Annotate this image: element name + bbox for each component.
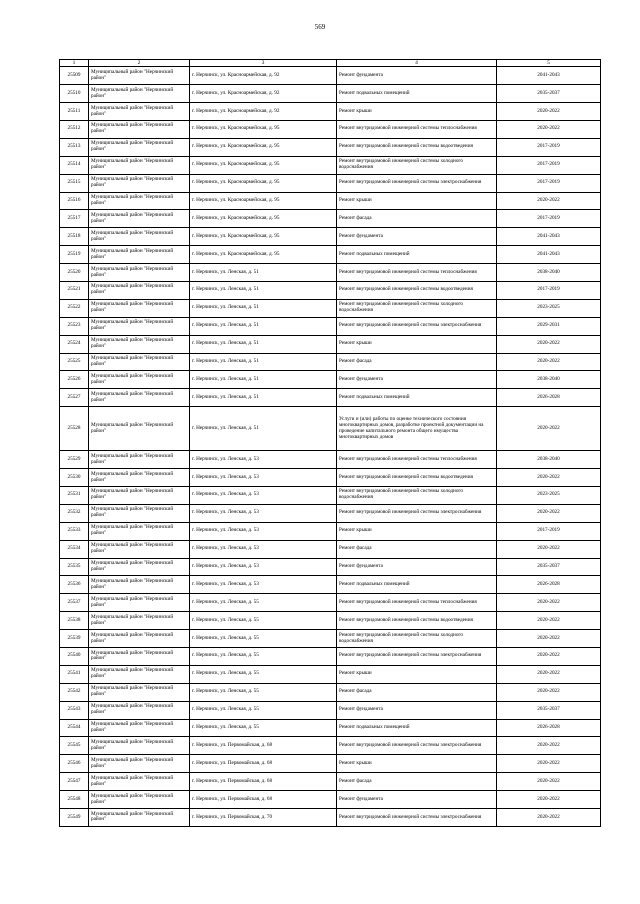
- row-number: 25509: [60, 67, 89, 85]
- period-cell: 2020-2022: [497, 103, 601, 121]
- address-cell: г. Нерчинск, ул. Ленская, д. 55: [190, 683, 337, 701]
- municipality-cell: Муниципальный район "Нерчинский район": [89, 773, 190, 791]
- work-type-cell: Ремонт внутридомовой инженерной системы холодного водоснабжения: [337, 630, 497, 648]
- address-cell: г. Нерчинск, ул. Ленская, д. 51: [190, 264, 337, 282]
- period-cell: 2020-2022: [497, 630, 601, 648]
- municipality-cell: Муниципальный район "Нерчинский район": [89, 138, 190, 156]
- period-cell: 2020-2022: [497, 353, 601, 371]
- address-cell: г. Нерчинск, ул. Ленская, д. 55: [190, 719, 337, 737]
- period-cell: 2020-2022: [497, 648, 601, 666]
- row-number: 25510: [60, 85, 89, 103]
- table-row: [60, 228, 601, 246]
- address-cell: г. Нерчинск, ул. Красноармейская, д. 95: [190, 192, 337, 210]
- period-cell: 2017-2019: [497, 138, 601, 156]
- municipality-cell: Муниципальный район "Нерчинский район": [89, 210, 190, 228]
- address-cell: г. Нерчинск, ул. Первомайская, д. 68: [190, 791, 337, 809]
- row-number: 25514: [60, 156, 89, 174]
- row-number: 25513: [60, 138, 89, 156]
- row-number: 25542: [60, 683, 89, 701]
- work-type-cell: Ремонт внутридомовой инженерной системы водоотведения: [337, 612, 497, 630]
- row-number: 25541: [60, 665, 89, 683]
- work-type-cell: Ремонт внутридомовой инженерной системы электроснабжения: [337, 737, 497, 755]
- work-type-cell: Ремонт фундамента: [337, 371, 497, 389]
- table-row: [60, 791, 601, 809]
- municipality-cell: Муниципальный район "Нерчинский район": [89, 246, 190, 264]
- address-cell: г. Нерчинск, ул. Первомайская, д. 68: [190, 773, 337, 791]
- municipality-cell: Муниципальный район "Нерчинский район": [89, 558, 190, 576]
- work-type-cell: Ремонт фасада: [337, 540, 497, 558]
- row-number: 25548: [60, 791, 89, 809]
- work-type-cell: Ремонт фундамента: [337, 701, 497, 719]
- table-row: [60, 246, 601, 264]
- work-type-cell: Ремонт внутридомовой инженерной системы теплоснабжения: [337, 120, 497, 138]
- period-cell: 2035-2037: [497, 701, 601, 719]
- work-type-cell: Ремонт внутридомовой инженерной системы теплоснабжения: [337, 264, 497, 282]
- work-type-cell: Ремонт подвальных помещений: [337, 719, 497, 737]
- work-type-cell: Ремонт крыши: [337, 103, 497, 121]
- table-row: [60, 174, 601, 192]
- row-number: 25546: [60, 755, 89, 773]
- municipality-cell: Муниципальный район "Нерчинский район": [89, 737, 190, 755]
- period-cell: 2026-2028: [497, 389, 601, 407]
- row-number: 25537: [60, 594, 89, 612]
- work-type-cell: Ремонт подвальных помещений: [337, 85, 497, 103]
- row-number: 25535: [60, 558, 89, 576]
- address-cell: г. Нерчинск, ул. Красноармейская, д. 95: [190, 156, 337, 174]
- address-cell: г. Нерчинск, ул. Ленская, д. 53: [190, 522, 337, 540]
- row-number: 25517: [60, 210, 89, 228]
- table-row: [60, 487, 601, 505]
- column-header-4: 4: [337, 60, 497, 67]
- table-row: [60, 576, 601, 594]
- row-number: 25547: [60, 773, 89, 791]
- address-cell: г. Нерчинск, ул. Ленская, д. 53: [190, 540, 337, 558]
- work-type-cell: Ремонт внутридомовой инженерной системы электроснабжения: [337, 504, 497, 522]
- table-row: [60, 282, 601, 300]
- period-cell: 2035-2037: [497, 85, 601, 103]
- period-cell: 2017-2019: [497, 156, 601, 174]
- municipality-cell: Муниципальный район "Нерчинский район": [89, 192, 190, 210]
- row-number: 25533: [60, 522, 89, 540]
- table-row: [60, 317, 601, 335]
- column-header-3: 3: [190, 60, 337, 67]
- table-row: [60, 683, 601, 701]
- table-row: [60, 407, 601, 451]
- municipality-cell: Муниципальный район "Нерчинский район": [89, 335, 190, 353]
- row-number: 25534: [60, 540, 89, 558]
- period-cell: 2017-2019: [497, 174, 601, 192]
- work-type-cell: Ремонт подвальных помещений: [337, 576, 497, 594]
- work-type-cell: Ремонт внутридомовой инженерной системы электроснабжения: [337, 809, 497, 827]
- row-number: 25519: [60, 246, 89, 264]
- municipality-cell: Муниципальный район "Нерчинский район": [89, 665, 190, 683]
- period-cell: 2041-2043: [497, 228, 601, 246]
- table-row: [60, 67, 601, 85]
- municipality-cell: Муниципальный район "Нерчинский район": [89, 120, 190, 138]
- period-cell: 2020-2022: [497, 594, 601, 612]
- work-type-cell: Ремонт фундамента: [337, 228, 497, 246]
- municipality-cell: Муниципальный район "Нерчинский район": [89, 755, 190, 773]
- row-number: 25521: [60, 282, 89, 300]
- address-cell: г. Нерчинск, ул. Ленская, д. 55: [190, 665, 337, 683]
- address-cell: г. Нерчинск, ул. Ленская, д. 51: [190, 282, 337, 300]
- period-cell: 2020-2022: [497, 665, 601, 683]
- row-number: 25540: [60, 648, 89, 666]
- address-cell: г. Нерчинск, ул. Ленская, д. 51: [190, 371, 337, 389]
- work-type-cell: Ремонт внутридомовой инженерной системы теплоснабжения: [337, 594, 497, 612]
- period-cell: 2020-2022: [497, 683, 601, 701]
- table-row: [60, 719, 601, 737]
- table-row: [60, 264, 601, 282]
- row-number: 25538: [60, 612, 89, 630]
- address-cell: г. Нерчинск, ул. Ленская, д. 55: [190, 612, 337, 630]
- address-cell: г. Нерчинск, ул. Первомайская, д. 68: [190, 755, 337, 773]
- row-number: 25539: [60, 630, 89, 648]
- address-cell: г. Нерчинск, ул. Красноармейская, д. 92: [190, 103, 337, 121]
- row-number: 25525: [60, 353, 89, 371]
- row-number: 25522: [60, 299, 89, 317]
- address-cell: г. Нерчинск, ул. Красноармейская, д. 95: [190, 246, 337, 264]
- work-type-cell: Ремонт внутридомовой инженерной системы холодного водоснабжения: [337, 156, 497, 174]
- address-cell: г. Нерчинск, ул. Красноармейская, д. 95: [190, 210, 337, 228]
- table-row: [60, 701, 601, 719]
- municipality-cell: Муниципальный район "Нерчинский район": [89, 174, 190, 192]
- row-number: 25545: [60, 737, 89, 755]
- work-type-cell: Ремонт фасада: [337, 353, 497, 371]
- address-cell: г. Нерчинск, ул. Ленская, д. 51: [190, 299, 337, 317]
- table-row: [60, 504, 601, 522]
- municipality-cell: Муниципальный район "Нерчинский район": [89, 282, 190, 300]
- table-row: [60, 558, 601, 576]
- work-type-cell: Ремонт крыши: [337, 522, 497, 540]
- address-cell: г. Нерчинск, ул. Первомайская, д. 68: [190, 737, 337, 755]
- page-number: 569: [314, 23, 326, 31]
- municipality-cell: Муниципальный район "Нерчинский район": [89, 451, 190, 469]
- period-cell: 2020-2022: [497, 335, 601, 353]
- period-cell: 2020-2022: [497, 791, 601, 809]
- address-cell: г. Нерчинск, ул. Ленская, д. 55: [190, 594, 337, 612]
- repair-schedule-table: [59, 59, 601, 827]
- period-cell: 2020-2022: [497, 469, 601, 487]
- work-type-cell: Ремонт внутридомовой инженерной системы электроснабжения: [337, 317, 497, 335]
- table-row: [60, 192, 601, 210]
- work-type-cell: Ремонт крыши: [337, 755, 497, 773]
- work-type-cell: Ремонт крыши: [337, 665, 497, 683]
- period-cell: 2017-2019: [497, 282, 601, 300]
- address-cell: г. Нерчинск, ул. Ленская, д. 53: [190, 451, 337, 469]
- table-row: [60, 540, 601, 558]
- municipality-cell: Муниципальный район "Нерчинский район": [89, 407, 190, 451]
- municipality-cell: Муниципальный район "Нерчинский район": [89, 540, 190, 558]
- municipality-cell: Муниципальный район "Нерчинский район": [89, 469, 190, 487]
- row-number: 25516: [60, 192, 89, 210]
- row-number: 25549: [60, 809, 89, 827]
- work-type-cell: Услуги и (или) работы по оценке технического состояния многоквартирных домов, разработке проектной документации на проведение капитального ремонта общего имущества многоквартирных домов: [337, 407, 497, 451]
- table-row: [60, 138, 601, 156]
- table-row: [60, 335, 601, 353]
- address-cell: г. Нерчинск, ул. Красноармейская, д. 92: [190, 67, 337, 85]
- municipality-cell: Муниципальный район "Нерчинский район": [89, 353, 190, 371]
- address-cell: г. Нерчинск, ул. Красноармейская, д. 95: [190, 138, 337, 156]
- period-cell: 2017-2019: [497, 210, 601, 228]
- table-row: [60, 353, 601, 371]
- column-header-1: 1: [60, 60, 89, 67]
- period-cell: 2035-2037: [497, 558, 601, 576]
- address-cell: г. Нерчинск, ул. Ленская, д. 51: [190, 317, 337, 335]
- work-type-cell: Ремонт внутридомовой инженерной системы холодного водоснабжения: [337, 487, 497, 505]
- address-cell: г. Нерчинск, ул. Ленская, д. 51: [190, 353, 337, 371]
- table-row: [60, 630, 601, 648]
- table-row: [60, 371, 601, 389]
- row-number: 25529: [60, 451, 89, 469]
- address-cell: г. Нерчинск, ул. Первомайская, д. 70: [190, 809, 337, 827]
- row-number: 25544: [60, 719, 89, 737]
- municipality-cell: Муниципальный район "Нерчинский район": [89, 389, 190, 407]
- address-cell: г. Нерчинск, ул. Ленская, д. 55: [190, 648, 337, 666]
- period-cell: 2020-2022: [497, 120, 601, 138]
- period-cell: 2020-2022: [497, 737, 601, 755]
- municipality-cell: Муниципальный район "Нерчинский район": [89, 719, 190, 737]
- municipality-cell: Муниципальный район "Нерчинский район": [89, 487, 190, 505]
- work-type-cell: Ремонт подвальных помещений: [337, 389, 497, 407]
- row-number: 25526: [60, 371, 89, 389]
- period-cell: 2020-2022: [497, 192, 601, 210]
- table-row: [60, 156, 601, 174]
- address-cell: г. Нерчинск, ул. Ленская, д. 51: [190, 407, 337, 451]
- address-cell: г. Нерчинск, ул. Красноармейская, д. 95: [190, 228, 337, 246]
- row-number: 25523: [60, 317, 89, 335]
- work-type-cell: Ремонт внутридомовой инженерной системы водоотведения: [337, 138, 497, 156]
- row-number: 25536: [60, 576, 89, 594]
- table-row: [60, 469, 601, 487]
- period-cell: 2023-2025: [497, 299, 601, 317]
- period-cell: 2023-2025: [497, 487, 601, 505]
- municipality-cell: Муниципальный район "Нерчинский район": [89, 85, 190, 103]
- period-cell: 2017-2019: [497, 522, 601, 540]
- row-number: 25528: [60, 407, 89, 451]
- period-cell: 2038-2040: [497, 371, 601, 389]
- period-cell: 2038-2040: [497, 451, 601, 469]
- period-cell: 2026-2028: [497, 576, 601, 594]
- address-cell: г. Нерчинск, ул. Ленская, д. 51: [190, 335, 337, 353]
- address-cell: г. Нерчинск, ул. Ленская, д. 55: [190, 630, 337, 648]
- work-type-cell: Ремонт фундамента: [337, 791, 497, 809]
- table-row: [60, 299, 601, 317]
- work-type-cell: Ремонт внутридомовой инженерной системы холодного водоснабжения: [337, 299, 497, 317]
- municipality-cell: Муниципальный район "Нерчинский район": [89, 156, 190, 174]
- row-number: 25512: [60, 120, 89, 138]
- table-row: [60, 389, 601, 407]
- period-cell: 2020-2022: [497, 540, 601, 558]
- address-cell: г. Нерчинск, ул. Ленская, д. 53: [190, 504, 337, 522]
- address-cell: г. Нерчинск, ул. Ленская, д. 55: [190, 701, 337, 719]
- work-type-cell: Ремонт внутридомовой инженерной системы водоотведения: [337, 282, 497, 300]
- table-row: [60, 648, 601, 666]
- municipality-cell: Муниципальный район "Нерчинский район": [89, 648, 190, 666]
- row-number: 25543: [60, 701, 89, 719]
- table-row: [60, 737, 601, 755]
- period-cell: 2020-2022: [497, 612, 601, 630]
- table-row: [60, 594, 601, 612]
- work-type-cell: Ремонт крыши: [337, 192, 497, 210]
- address-cell: г. Нерчинск, ул. Красноармейская, д. 95: [190, 174, 337, 192]
- row-number: 25530: [60, 469, 89, 487]
- column-header-2: 2: [89, 60, 190, 67]
- work-type-cell: Ремонт внутридомовой инженерной системы электроснабжения: [337, 174, 497, 192]
- table-row: [60, 451, 601, 469]
- municipality-cell: Муниципальный район "Нерчинский район": [89, 228, 190, 246]
- municipality-cell: Муниципальный район "Нерчинский район": [89, 371, 190, 389]
- address-cell: г. Нерчинск, ул. Ленская, д. 53: [190, 487, 337, 505]
- period-cell: 2029-2031: [497, 317, 601, 335]
- municipality-cell: Муниципальный район "Нерчинский район": [89, 522, 190, 540]
- work-type-cell: Ремонт внутридомовой инженерной системы теплоснабжения: [337, 451, 497, 469]
- address-cell: г. Нерчинск, ул. Ленская, д. 53: [190, 576, 337, 594]
- municipality-cell: Муниципальный район "Нерчинский район": [89, 701, 190, 719]
- address-cell: г. Нерчинск, ул. Ленская, д. 53: [190, 558, 337, 576]
- table-row: [60, 809, 601, 827]
- municipality-cell: Муниципальный район "Нерчинский район": [89, 576, 190, 594]
- row-number: 25511: [60, 103, 89, 121]
- municipality-cell: Муниципальный район "Нерчинский район": [89, 612, 190, 630]
- period-cell: 2020-2022: [497, 504, 601, 522]
- municipality-cell: Муниципальный район "Нерчинский район": [89, 299, 190, 317]
- work-type-cell: Ремонт крыши: [337, 335, 497, 353]
- row-number: 25532: [60, 504, 89, 522]
- table-row: [60, 103, 601, 121]
- table-body: [60, 67, 601, 827]
- table-row: [60, 755, 601, 773]
- period-cell: 2020-2022: [497, 755, 601, 773]
- work-type-cell: Ремонт фундамента: [337, 558, 497, 576]
- row-number: 25515: [60, 174, 89, 192]
- table-row: [60, 120, 601, 138]
- table-row: [60, 522, 601, 540]
- table-row: [60, 612, 601, 630]
- period-cell: 2041-2043: [497, 67, 601, 85]
- municipality-cell: Муниципальный район "Нерчинский район": [89, 683, 190, 701]
- row-number: 25531: [60, 487, 89, 505]
- work-type-cell: Ремонт внутридомовой инженерной системы водоотведения: [337, 469, 497, 487]
- address-cell: г. Нерчинск, ул. Красноармейская, д. 95: [190, 120, 337, 138]
- column-header-5: 5: [497, 60, 601, 67]
- municipality-cell: Муниципальный район "Нерчинский район": [89, 264, 190, 282]
- table-row: [60, 665, 601, 683]
- period-cell: 2041-2043: [497, 246, 601, 264]
- period-cell: 2020-2022: [497, 773, 601, 791]
- row-number: 25520: [60, 264, 89, 282]
- address-cell: г. Нерчинск, ул. Ленская, д. 53: [190, 469, 337, 487]
- work-type-cell: Ремонт фасада: [337, 773, 497, 791]
- table-header: [60, 60, 601, 67]
- work-type-cell: Ремонт фасада: [337, 210, 497, 228]
- address-cell: г. Нерчинск, ул. Ленская, д. 51: [190, 389, 337, 407]
- row-number: 25527: [60, 389, 89, 407]
- period-cell: 2038-2040: [497, 264, 601, 282]
- municipality-cell: Муниципальный район "Нерчинский район": [89, 809, 190, 827]
- work-type-cell: Ремонт внутридомовой инженерной системы электроснабжения: [337, 648, 497, 666]
- municipality-cell: Муниципальный район "Нерчинский район": [89, 317, 190, 335]
- work-type-cell: Ремонт фасада: [337, 683, 497, 701]
- table-row: [60, 85, 601, 103]
- period-cell: 2026-2028: [497, 719, 601, 737]
- row-number: 25518: [60, 228, 89, 246]
- work-type-cell: Ремонт фундамента: [337, 67, 497, 85]
- table-row: [60, 210, 601, 228]
- period-cell: 2020-2022: [497, 809, 601, 827]
- municipality-cell: Муниципальный район "Нерчинский район": [89, 67, 190, 85]
- municipality-cell: Муниципальный район "Нерчинский район": [89, 103, 190, 121]
- municipality-cell: Муниципальный район "Нерчинский район": [89, 791, 190, 809]
- row-number: 25524: [60, 335, 89, 353]
- table-row: [60, 773, 601, 791]
- address-cell: г. Нерчинск, ул. Красноармейская, д. 92: [190, 85, 337, 103]
- period-cell: 2020-2022: [497, 407, 601, 451]
- municipality-cell: Муниципальный район "Нерчинский район": [89, 630, 190, 648]
- work-type-cell: Ремонт подвальных помещений: [337, 246, 497, 264]
- municipality-cell: Муниципальный район "Нерчинский район": [89, 504, 190, 522]
- municipality-cell: Муниципальный район "Нерчинский район": [89, 594, 190, 612]
